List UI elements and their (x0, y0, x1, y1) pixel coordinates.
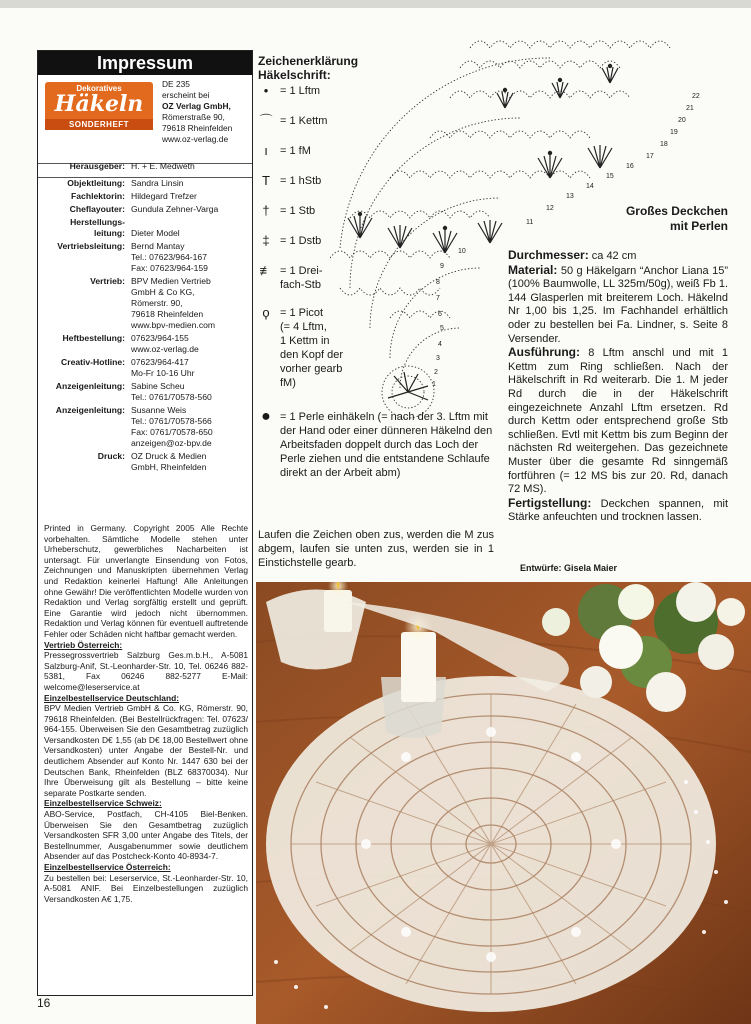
impressum-box (37, 50, 253, 996)
chart-number: 12 (546, 205, 554, 212)
chart-number: 19 (670, 129, 678, 136)
section-text: 50 g Häkelgarn “Anchor Liana 15” (100% Baumwolle, LL 325m/50g), weiß Fb 1. 144 Glasperlen mit breiterem Loch. Häkelnd Nr 1,00 bis 1,25. Im Fachhandel erhältlich oder zu bestellen bei Fa. Lindner, s. Seite 8 Versender. (508, 264, 728, 345)
section-label: Fertigstellung: (508, 495, 592, 510)
magazine-logo (45, 82, 153, 130)
staff-label: Heftbestellung: (62, 333, 125, 343)
chart-number: 11 (526, 219, 534, 226)
logo-sub-text: SONDERHEFT (45, 119, 153, 130)
article-section (508, 497, 728, 525)
legal-text (44, 523, 248, 904)
legal-section-title: Einzelbestellservice Österreich: (44, 862, 171, 872)
staff-row (38, 451, 252, 473)
pub-line[interactable]: www.oz-verlag.de (162, 134, 229, 144)
staff-row (38, 204, 252, 215)
staff-row (38, 217, 252, 239)
half-double-crochet-icon: T (262, 173, 270, 188)
staff-label: Herstellungs- leitung: (70, 217, 125, 238)
staff-label: Anzeigenleitung: (55, 405, 125, 415)
chart-number: 14 (586, 183, 594, 190)
treble-crochet-icon: ‡ (262, 233, 270, 248)
section-label: Durchmesser: (508, 248, 589, 262)
pub-line: erscheint bei (162, 90, 210, 100)
staff-label: Vertrieb: (90, 276, 125, 286)
staff-label: Creativ-Hotline: (61, 357, 125, 367)
staff-row (38, 381, 252, 403)
pub-line: DE 235 (162, 79, 190, 89)
chart-number: 8 (436, 279, 440, 286)
legal-intro: Printed in Germany. Copyright 2005 Alle Rechte vorbehalten. Sämtliche Modelle stehen unter Urheberschutz, gewerbliches Nacharbeiten ist untersagt. Für unverlangte Einsendung von Fotos, Zeichnungen und Manuskripten übernehmen Verlag und Redaktion keinerlei Haftung! Alle Anleitungen ohne Gewähr! Die veröffentlichten Modelle wurden von Redaktion und Verlag sorgfältig erstellt und geprüft. Eine Garantie wird jedoch nicht übernommen. Redaktion und Verlag können für eventuell auftretende Fehler oder Schäden nicht haftbar gemacht werden. (44, 523, 248, 639)
chart-number: 2 (434, 369, 438, 376)
staff-list (38, 161, 252, 475)
design-credit: Entwürfe: Gisela Maier (520, 563, 618, 573)
staff-row (38, 191, 252, 202)
chart-number: 20 (678, 117, 686, 124)
chart-number: 21 (686, 105, 694, 112)
staff-label: Herausgeber: (69, 161, 125, 171)
divider (38, 177, 252, 178)
legend-item-text: = 1 fM (280, 145, 311, 157)
staff-row (38, 178, 252, 189)
staff-label: Fachlektorin: (71, 191, 125, 201)
staff-value: Sandra Linsin (131, 178, 184, 188)
chart-number: 10 (458, 248, 466, 255)
article-title-line: mit Perlen (669, 219, 728, 233)
staff-row (38, 405, 252, 449)
article-section (508, 264, 728, 347)
chart-number: 15 (606, 173, 614, 180)
pearl-icon: ● (261, 408, 271, 425)
staff-row (38, 333, 252, 355)
logo-main-text: Häkeln (54, 91, 144, 117)
legal-section-text: Zu bestellen bei: Leserservice, St.-Leonharder-Str. 10, A-5081 ANIF. Bei Einzelbestellungen zuzüglich Versandkosten A€ 1,75. (44, 872, 248, 904)
staff-value: 07623/964-155 www.oz-verlag.de (131, 333, 199, 354)
chart-number: 5 (440, 325, 444, 332)
section-label: Material: (508, 262, 558, 277)
pub-line: 79618 Rheinfelden (162, 123, 233, 133)
staff-value: BPV Medien Vertrieb GmbH & Co KG, Römerstr. 90, 79618 Rheinfelden www.bpv-medien.com (131, 276, 216, 330)
chart-number: 6 (438, 311, 442, 318)
staff-label: Anzeigenleitung: (55, 381, 125, 391)
legal-section-text: ABO-Service, Postfach, CH-4105 Biel-Benken. Überweisen Sie den Gesamtbetrag zuzüglich Versandkosten SFR 3,00 unter Angabe des Titels, der Bestellnummer, Ausgabenummer sowie deutlichem Absender auf das Postcheck-Konto 40-8934-7. (44, 809, 248, 862)
article-title-line: Großes Deckchen (625, 204, 728, 218)
article-section (508, 346, 728, 497)
section-text: ca 42 cm (591, 250, 637, 262)
pub-line: OZ Verlag GmbH, (162, 101, 231, 111)
picot-icon: ϙ (262, 305, 270, 320)
legal-section-title: Einzelbestellservice Deutschland: (44, 692, 179, 703)
staff-label: Cheflayouter: (69, 204, 125, 214)
chart-number: 16 (626, 163, 634, 170)
legal-section-text: Pressegrossvertrieb Salzburg Ges.m.b.H., A-5081 Salzburg-Anif, St.-Leonharder-Str. 10, Tel. 06246 882-5381, Fax 06246 882-5277 E-Mail: welcome@leserservice.at (44, 650, 248, 692)
article-title (560, 204, 728, 234)
legal-section-text: BPV Medien Vertrieb GmbH & Co. KG, Römerstr. 90, 79618 Rheinfelden. (Bei Bestellrückfragen: Tel. 07623/ 964-155. Überweisen Sie den Gesamtbetrag zuzüglich Versandkosten D€ 1,55 (ab D€ 18,00 Bestellwert ohne Versandkosten) unter Angabe der Bestell-Nr. und deutlichem Absender auf Konto Nr. 1447 630 bei der Deutschen Bank, Rheinfelden (BLZ 68370034). Nur Ihre Überweisung gilt als Bestellung – bitte keine separate Postkarte senden. (44, 703, 248, 798)
staff-value: Susanne Weis Tel.: 0761/70578-566 Fax: 0761/70578-650 anzeigen@oz-bpv.de (131, 405, 213, 448)
staff-value: Gundula Zehner-Varga (131, 204, 219, 214)
staff-value: Dieter Model (131, 228, 180, 238)
staff-row (38, 161, 252, 172)
legal-section-title: Vertrieb Österreich: (44, 639, 123, 650)
chart-number: 9 (440, 263, 444, 270)
doily-photo (256, 582, 751, 1024)
chart-number: 4 (438, 341, 442, 348)
legend-pearl-text: = 1 Perle einhäkeln (= nach der 3. Lftm mit der Hand oder einer dünneren Häkelnd den Arbeitsfaden doppelt durch das Loch der Perle ziehen und die entstandene Schlaufe direkt an der Arbeit abm) (280, 411, 493, 479)
staff-row (38, 276, 252, 331)
triple-treble-icon: ≢ (259, 263, 273, 278)
chart-number: 7 (436, 295, 440, 302)
chart-number: 22 (692, 93, 700, 100)
double-crochet-icon: † (262, 203, 270, 218)
legal-section-title: Einzelbestellservice Schweiz: (44, 798, 162, 809)
staff-label: Objektleitung: (67, 178, 125, 188)
legend-item-text: = 1 Drei- fach-Stb (280, 265, 323, 291)
legend-item-text: = 1 Dstb (280, 235, 322, 247)
legend-item-text: = 1 Picot (= 4 Lftm, 1 Kettm in den Kopf der vorher gearb fM) (280, 307, 343, 389)
page-top-band (0, 0, 751, 8)
chain-stitch-icon: • (263, 83, 269, 98)
staff-value: Sabine Scheu Tel.: 0761/70578-560 (131, 381, 212, 402)
staff-value: Bernd Mantay Tel.: 07623/964-167 Fax: 07623/964-159 (131, 241, 208, 273)
chart-number: 18 (660, 141, 668, 148)
legend-item-text: = 1 Lftm (280, 85, 321, 97)
staff-value: Hildegard Trefzer (131, 191, 197, 201)
slip-stitch-icon: ⌒ (259, 113, 273, 128)
staff-row (38, 357, 252, 379)
staff-value: 07623/964-417 Mo-Fr 10-16 Uhr (131, 357, 195, 378)
section-label: Ausführung: (508, 345, 580, 360)
legend-note: Laufen die Zeichen oben zus, werden die M zus abgem, laufen sie unten zus, werden sie in 1 Einstichstelle gearb. (258, 529, 494, 569)
pub-line: Römerstraße 90, (162, 112, 225, 122)
legend-item-text: = 1 hStb (280, 175, 322, 187)
staff-value: OZ Druck & Medien GmbH, Rheinfelden (131, 451, 207, 472)
impressum-heading: Impressum (38, 51, 252, 75)
page-number: 16 (37, 996, 51, 1010)
staff-row (38, 241, 252, 274)
legend-item-text: = 1 Kettm (280, 115, 328, 127)
article-body (508, 249, 728, 525)
chart-number: 17 (646, 153, 654, 160)
chart-number: 13 (566, 193, 574, 200)
article-section (508, 249, 728, 264)
legend-title-line: Zeichenerklärung (258, 54, 359, 68)
staff-label: Vertriebsleitung: (57, 241, 125, 251)
chart-number: 1 (432, 381, 436, 388)
staff-label: Druck: (97, 451, 125, 461)
legend-item-text: = 1 Stb (280, 205, 316, 217)
section-text: 8 Lftm anschl und mit 1 Kettm zum Ring schließen. Nach der Häkelschrift in Rd weiterarb. Die 1. M jeder Rd durch die in der Häkelschrift eingezeichnete Anzahl Lftm ersetzen. Rd durch Kettm oder entsprechend große Stb schließen. Evtl mit Kettm bis zum Beginn der nächsten Rd weitergehen. Das gezeichnete Muster über die gesamte Rd sinngemäß fortführen (= 12 MS bis zur 20. Rd, danach 72 MS). (508, 347, 728, 496)
staff-value: H. + E. Medweth (131, 161, 195, 171)
legend-title-line: Häkelschrift: (258, 68, 331, 82)
section-text: Deckchen spannen, mit Stärke anfeuchten und trocknen lassen. (508, 497, 729, 524)
publisher-info (162, 79, 250, 145)
logo-top-text: Dekoratives (76, 84, 122, 93)
chart-number: 3 (436, 355, 440, 362)
single-crochet-icon: ı (264, 143, 268, 158)
